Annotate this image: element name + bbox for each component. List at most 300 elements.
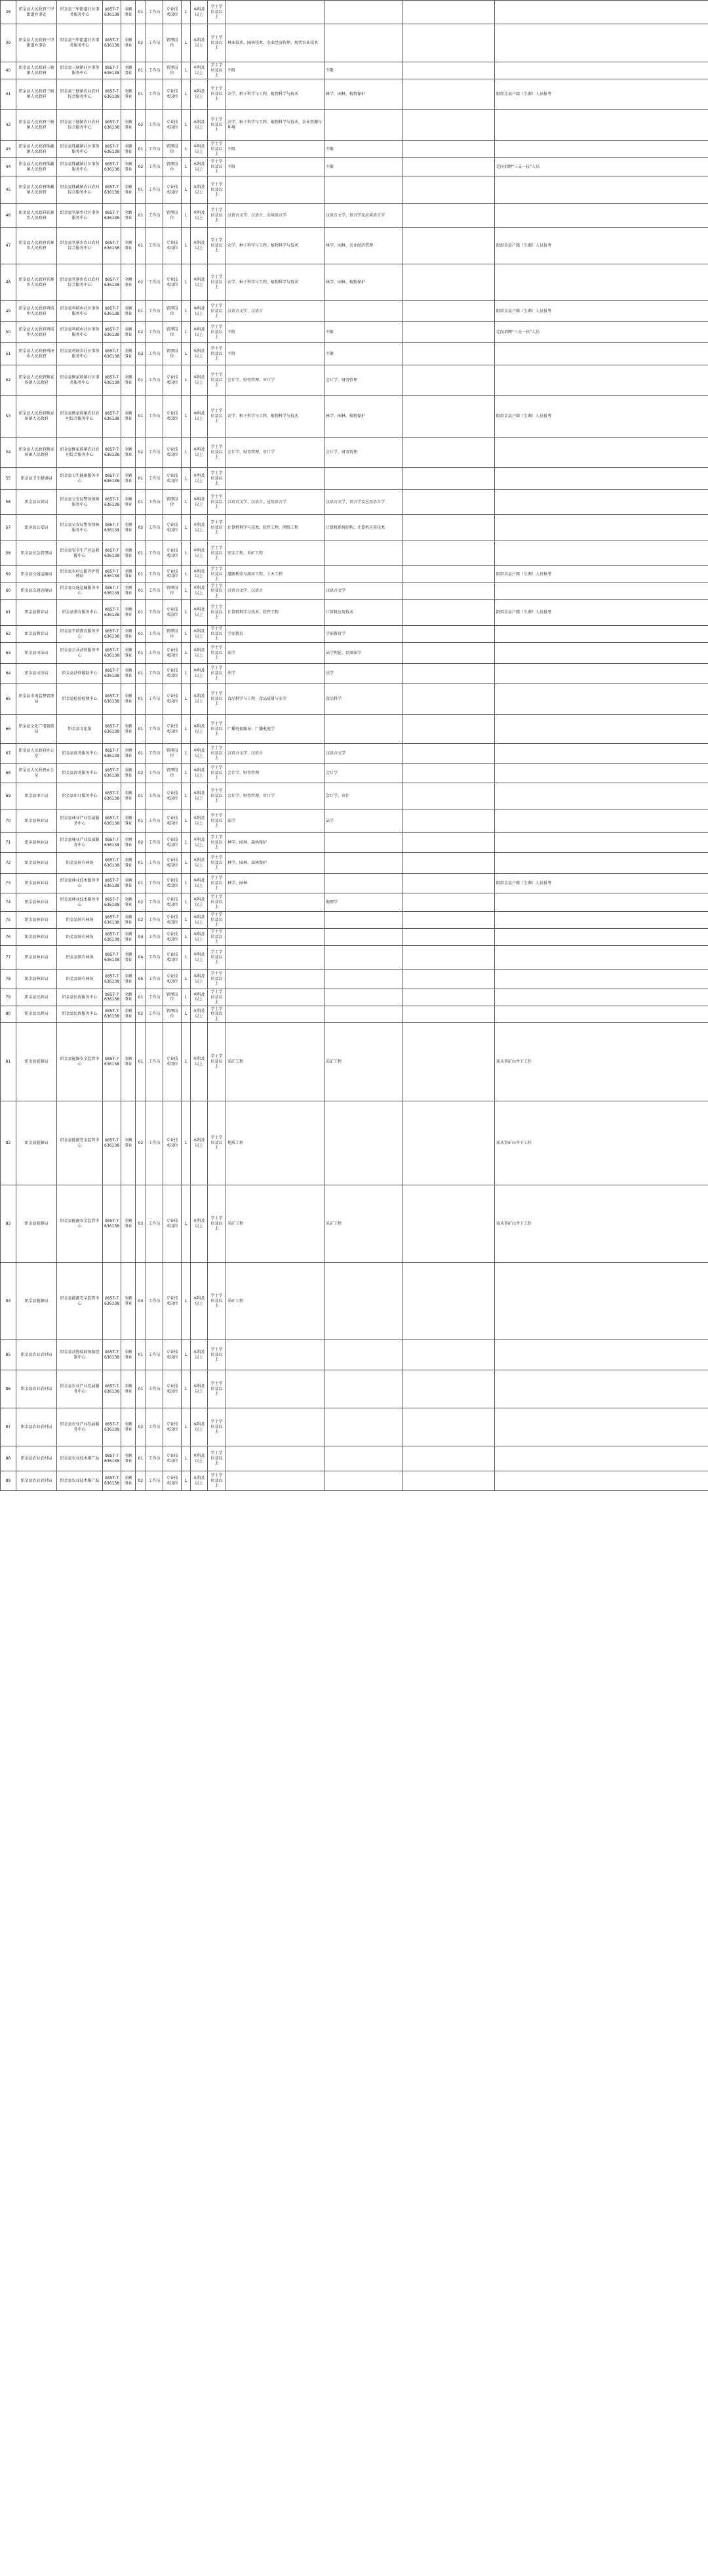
unit-cell: 织金县教育局 bbox=[16, 626, 57, 643]
phone-cell: 0857-7636138 bbox=[103, 1263, 121, 1340]
unit-cell: 织金县农业农村局 bbox=[16, 1340, 57, 1370]
major-undergrad-cell: 会计学、财务管理、审计学 bbox=[226, 438, 324, 468]
seq-cell: 69 bbox=[1, 783, 16, 809]
unit-cell: 织金县人民政府三塘镇人民政府 bbox=[16, 79, 57, 110]
degree-cell: 学士学位及以上 bbox=[208, 322, 226, 343]
major-undergrad-cell bbox=[226, 1006, 324, 1023]
other-requirements-cell bbox=[495, 1, 708, 24]
dept-cell: 织金县学前教育服务中心 bbox=[57, 626, 103, 643]
dept-cell: 织金县农村公路养护管理站 bbox=[57, 566, 103, 583]
level-cell: 管理岗位 bbox=[163, 989, 182, 1006]
degree-cell: 学士学位及以上 bbox=[208, 809, 226, 833]
code-cell: 02 bbox=[136, 1408, 146, 1446]
table-row bbox=[1, 874, 708, 893]
table-row bbox=[1, 79, 708, 110]
major-postgrad-cell: 会计学、财务管理 bbox=[324, 438, 403, 468]
major-undergrad-cell bbox=[226, 946, 324, 970]
level-cell: 管理岗位 bbox=[163, 490, 182, 515]
major-postgrad-cell bbox=[324, 853, 403, 874]
phone-cell: 0857-7636138 bbox=[103, 1, 121, 24]
major-postgrad-cell: 地理学 bbox=[324, 893, 403, 912]
major-other-cell bbox=[403, 912, 495, 929]
phone-cell: 0857-7636138 bbox=[103, 141, 121, 158]
phone-cell: 0857-7636138 bbox=[103, 176, 121, 204]
headcount-cell: 1 bbox=[182, 110, 191, 141]
unit-cell: 织金县公安局 bbox=[16, 515, 57, 541]
position-type-cell: 工作员 bbox=[146, 783, 163, 809]
code-cell: 02 bbox=[136, 764, 146, 783]
headcount-cell: 1 bbox=[182, 744, 191, 764]
major-other-cell bbox=[403, 141, 495, 158]
phone-cell: 0857-7636138 bbox=[103, 600, 121, 626]
major-other-cell bbox=[403, 62, 495, 79]
level-cell: 专业技术岗位 bbox=[163, 1, 182, 24]
other-requirements-cell bbox=[495, 1446, 708, 1471]
code-cell: 01 bbox=[136, 176, 146, 204]
dept-cell: 织金县国有林场 bbox=[57, 946, 103, 970]
level-cell: 专业技术岗位 bbox=[163, 912, 182, 929]
education-cell: 本科及以上 bbox=[191, 322, 208, 343]
category-cell: 全额事业 bbox=[121, 664, 136, 684]
other-requirements-cell bbox=[495, 1263, 708, 1340]
major-other-cell bbox=[403, 583, 495, 600]
dept-cell: 织金县林业技术服务中心 bbox=[57, 893, 103, 912]
unit-cell: 织金县林业局 bbox=[16, 874, 57, 893]
major-postgrad-cell: 不限 bbox=[324, 322, 403, 343]
code-cell: 01 bbox=[136, 1446, 146, 1471]
major-undergrad-cell: 不限 bbox=[226, 322, 324, 343]
degree-cell: 学士学位及以上 bbox=[208, 783, 226, 809]
phone-cell: 0857-7636138 bbox=[103, 204, 121, 228]
code-cell: 01 bbox=[136, 684, 146, 715]
seq-cell: 51 bbox=[1, 343, 16, 365]
seq-cell: 41 bbox=[1, 79, 16, 110]
major-undergrad-cell bbox=[226, 176, 324, 204]
major-postgrad-cell bbox=[324, 1370, 403, 1408]
phone-cell: 0857-7636138 bbox=[103, 110, 121, 141]
major-other-cell bbox=[403, 600, 495, 626]
level-cell: 专业技术岗位 bbox=[163, 365, 182, 396]
level-cell: 专业技术岗位 bbox=[163, 643, 182, 664]
education-cell: 本科及以上 bbox=[191, 715, 208, 744]
degree-cell: 学士学位及以上 bbox=[208, 566, 226, 583]
major-postgrad-cell bbox=[324, 24, 403, 62]
education-cell: 本科及以上 bbox=[191, 833, 208, 853]
category-cell: 全额事业 bbox=[121, 515, 136, 541]
major-other-cell bbox=[403, 1185, 495, 1263]
degree-cell: 学士学位及以上 bbox=[208, 24, 226, 62]
table-body bbox=[1, 1, 708, 1491]
headcount-cell: 1 bbox=[182, 664, 191, 684]
seq-cell: 85 bbox=[1, 1340, 16, 1370]
level-cell: 专业技术岗位 bbox=[163, 929, 182, 946]
level-cell: 专业技术岗位 bbox=[163, 853, 182, 874]
dept-cell: 织金县鸡场乡社区事务服务中心 bbox=[57, 343, 103, 365]
degree-cell: 学士学位及以上 bbox=[208, 1408, 226, 1446]
phone-cell: 0857-7636138 bbox=[103, 490, 121, 515]
seq-cell: 40 bbox=[1, 62, 16, 79]
phone-cell: 0857-7636138 bbox=[103, 989, 121, 1006]
position-type-cell: 工作员 bbox=[146, 1, 163, 24]
level-cell: 专业技术岗位 bbox=[163, 833, 182, 853]
category-cell: 全额事业 bbox=[121, 62, 136, 79]
seq-cell: 65 bbox=[1, 684, 16, 715]
category-cell: 全额事业 bbox=[121, 396, 136, 438]
major-other-cell bbox=[403, 24, 495, 62]
category-cell: 全额事业 bbox=[121, 1185, 136, 1263]
dept-cell: 织金县林业技术服务中心 bbox=[57, 874, 103, 893]
code-cell: 01 bbox=[136, 1370, 146, 1408]
phone-cell: 0857-7636138 bbox=[103, 301, 121, 322]
major-other-cell bbox=[403, 1370, 495, 1408]
education-cell: 本科及以上 bbox=[191, 764, 208, 783]
dept-cell: 织金县农业产业发展服务中心 bbox=[57, 1370, 103, 1408]
category-cell: 全额事业 bbox=[121, 204, 136, 228]
category-cell: 全额事业 bbox=[121, 110, 136, 141]
dept-cell: 织金县林业产业发展服务中心 bbox=[57, 833, 103, 853]
position-type-cell: 工作员 bbox=[146, 684, 163, 715]
position-type-cell: 工作员 bbox=[146, 158, 163, 176]
dept-cell: 织金县农业技术推广站 bbox=[57, 1471, 103, 1491]
unit-cell: 织金县交通运输局 bbox=[16, 566, 57, 583]
major-undergrad-cell: 安全工程、采矿工程 bbox=[226, 541, 324, 566]
seq-cell: 76 bbox=[1, 929, 16, 946]
headcount-cell: 1 bbox=[182, 1, 191, 24]
major-undergrad-cell: 法学 bbox=[226, 643, 324, 664]
other-requirements-cell bbox=[495, 833, 708, 853]
dept-cell: 织金县三甲街道社区事务服务中心 bbox=[57, 24, 103, 62]
headcount-cell: 1 bbox=[182, 853, 191, 874]
category-cell: 全额事业 bbox=[121, 141, 136, 158]
headcount-cell: 1 bbox=[182, 1446, 191, 1471]
education-cell: 本科及以上 bbox=[191, 62, 208, 79]
major-undergrad-cell bbox=[226, 912, 324, 929]
phone-cell: 0857-7636138 bbox=[103, 541, 121, 566]
code-cell: 01 bbox=[136, 853, 146, 874]
dept-cell: 织金县公安局警务保障服务中心 bbox=[57, 515, 103, 541]
major-other-cell bbox=[403, 970, 495, 989]
education-cell: 本科及以上 bbox=[191, 684, 208, 715]
major-undergrad-cell: 林学、园林、森林保护 bbox=[226, 833, 324, 853]
headcount-cell: 1 bbox=[182, 468, 191, 490]
table-row bbox=[1, 833, 708, 853]
education-cell: 本科及以上 bbox=[191, 343, 208, 365]
major-postgrad-cell: 林学、园林、植物保护 bbox=[324, 264, 403, 301]
position-type-cell: 工作员 bbox=[146, 1340, 163, 1370]
phone-cell: 0857-7636138 bbox=[103, 664, 121, 684]
major-postgrad-cell: 汉语言文学、语言学及应用语言学 bbox=[324, 490, 403, 515]
dept-cell: 织金县珠藏镇社区事务服务中心 bbox=[57, 158, 103, 176]
degree-cell: 学士学位及以上 bbox=[208, 764, 226, 783]
other-requirements-cell: 限织金县户籍（生源）人员报考 bbox=[495, 301, 708, 322]
education-cell: 本科及以上 bbox=[191, 783, 208, 809]
category-cell: 全额事业 bbox=[121, 684, 136, 715]
phone-cell: 0857-7636138 bbox=[103, 515, 121, 541]
major-other-cell bbox=[403, 1006, 495, 1023]
education-cell: 本科及以上 bbox=[191, 1185, 208, 1263]
other-requirements-cell: 定向招聘“三支一扶”人员 bbox=[495, 322, 708, 343]
level-cell: 专业技术岗位 bbox=[163, 515, 182, 541]
table-row bbox=[1, 1408, 708, 1446]
other-requirements-cell bbox=[495, 684, 708, 715]
code-cell: 01 bbox=[136, 468, 146, 490]
level-cell: 专业技术岗位 bbox=[163, 1101, 182, 1185]
phone-cell: 0857-7636138 bbox=[103, 946, 121, 970]
phone-cell: 0857-7636138 bbox=[103, 1446, 121, 1471]
table-row bbox=[1, 396, 708, 438]
category-cell: 全额事业 bbox=[121, 176, 136, 204]
dept-cell: 织金县国有林场 bbox=[57, 970, 103, 989]
major-undergrad-cell: 不限 bbox=[226, 62, 324, 79]
seq-cell: 39 bbox=[1, 24, 16, 62]
level-cell: 专业技术岗位 bbox=[163, 396, 182, 438]
seq-cell: 54 bbox=[1, 438, 16, 468]
category-cell: 全额事业 bbox=[121, 1446, 136, 1471]
dept-cell: 织金县审计服务中心 bbox=[57, 783, 103, 809]
seq-cell: 46 bbox=[1, 204, 16, 228]
code-cell: 01 bbox=[136, 204, 146, 228]
education-cell: 本科及以上 bbox=[191, 141, 208, 158]
other-requirements-cell: 需从事矿山井下工作 bbox=[495, 1023, 708, 1101]
education-cell: 本科及以上 bbox=[191, 744, 208, 764]
major-postgrad-cell bbox=[324, 176, 403, 204]
code-cell: 01 bbox=[136, 809, 146, 833]
major-postgrad-cell bbox=[324, 566, 403, 583]
headcount-cell: 1 bbox=[182, 515, 191, 541]
position-type-cell: 工作员 bbox=[146, 110, 163, 141]
level-cell: 管理岗位 bbox=[163, 204, 182, 228]
dept-cell: 织金县鸡场乡社区事务服务中心 bbox=[57, 301, 103, 322]
headcount-cell: 1 bbox=[182, 343, 191, 365]
major-postgrad-cell: 不限 bbox=[324, 343, 403, 365]
seq-cell: 77 bbox=[1, 946, 16, 970]
category-cell: 全额事业 bbox=[121, 541, 136, 566]
unit-cell: 织金县卫生健康局 bbox=[16, 468, 57, 490]
table-row bbox=[1, 176, 708, 204]
major-other-cell bbox=[403, 853, 495, 874]
table-row bbox=[1, 566, 708, 583]
phone-cell: 0857-7636138 bbox=[103, 566, 121, 583]
seq-cell: 63 bbox=[1, 643, 16, 664]
position-type-cell: 工作员 bbox=[146, 1370, 163, 1408]
major-postgrad-cell: 法学 bbox=[324, 664, 403, 684]
major-other-cell bbox=[403, 1408, 495, 1446]
headcount-cell: 1 bbox=[182, 946, 191, 970]
position-type-cell: 工作员 bbox=[146, 600, 163, 626]
dept-cell: 织金县民政服务中心 bbox=[57, 989, 103, 1006]
level-cell: 管理岗位 bbox=[163, 744, 182, 764]
seq-cell: 62 bbox=[1, 626, 16, 643]
category-cell: 全额事业 bbox=[121, 912, 136, 929]
headcount-cell: 1 bbox=[182, 566, 191, 583]
major-postgrad-cell bbox=[324, 989, 403, 1006]
unit-cell: 织金县人民政府官寨乡人民政府 bbox=[16, 228, 57, 264]
table-row bbox=[1, 744, 708, 764]
education-cell: 本科及以上 bbox=[191, 396, 208, 438]
seq-cell: 75 bbox=[1, 912, 16, 929]
other-requirements-cell: 需从事矿山井下工作 bbox=[495, 1101, 708, 1185]
unit-cell: 织金县林业局 bbox=[16, 893, 57, 912]
education-cell: 本科及以上 bbox=[191, 912, 208, 929]
major-undergrad-cell: 法学 bbox=[226, 809, 324, 833]
major-other-cell bbox=[403, 1023, 495, 1101]
phone-cell: 0857-7636138 bbox=[103, 643, 121, 664]
seq-cell: 60 bbox=[1, 583, 16, 600]
position-type-cell: 工作员 bbox=[146, 1185, 163, 1263]
code-cell: 04 bbox=[136, 1263, 146, 1340]
unit-cell: 织金县人民政府熊家场镇人民政府 bbox=[16, 438, 57, 468]
phone-cell: 0857-7636138 bbox=[103, 684, 121, 715]
phone-cell: 0857-7636138 bbox=[103, 1185, 121, 1263]
dept-cell: 织金县法律援助中心 bbox=[57, 664, 103, 684]
position-type-cell: 工作员 bbox=[146, 893, 163, 912]
other-requirements-cell bbox=[495, 783, 708, 809]
category-cell: 全额事业 bbox=[121, 228, 136, 264]
unit-cell: 织金县能源局 bbox=[16, 1101, 57, 1185]
code-cell: 01 bbox=[136, 490, 146, 515]
seq-cell: 87 bbox=[1, 1408, 16, 1446]
dept-cell: 织金县官寨乡农业农村综合服务中心 bbox=[57, 264, 103, 301]
table-row bbox=[1, 970, 708, 989]
major-postgrad-cell bbox=[324, 1, 403, 24]
major-postgrad-cell: 不限 bbox=[324, 141, 403, 158]
table-row bbox=[1, 110, 708, 141]
table-row bbox=[1, 715, 708, 744]
other-requirements-cell bbox=[495, 929, 708, 946]
code-cell: 01 bbox=[136, 228, 146, 264]
category-cell: 全额事业 bbox=[121, 438, 136, 468]
major-undergrad-cell: 不限 bbox=[226, 343, 324, 365]
level-cell: 专业技术岗位 bbox=[163, 684, 182, 715]
degree-cell: 学士学位及以上 bbox=[208, 343, 226, 365]
position-type-cell: 工作员 bbox=[146, 626, 163, 643]
seq-cell: 74 bbox=[1, 893, 16, 912]
category-cell: 全额事业 bbox=[121, 1101, 136, 1185]
headcount-cell: 1 bbox=[182, 1101, 191, 1185]
education-cell: 本科及以上 bbox=[191, 643, 208, 664]
education-cell: 本科及以上 bbox=[191, 989, 208, 1006]
degree-cell: 学士学位及以上 bbox=[208, 874, 226, 893]
other-requirements-cell bbox=[495, 970, 708, 989]
other-requirements-cell bbox=[495, 24, 708, 62]
degree-cell: 学士学位及以上 bbox=[208, 912, 226, 929]
unit-cell: 织金县人民政府三甲街道办事处 bbox=[16, 24, 57, 62]
category-cell: 全额事业 bbox=[121, 468, 136, 490]
major-other-cell bbox=[403, 989, 495, 1006]
major-other-cell bbox=[403, 365, 495, 396]
headcount-cell: 1 bbox=[182, 365, 191, 396]
major-undergrad-cell: 会计学、财务管理 bbox=[226, 764, 324, 783]
major-other-cell bbox=[403, 396, 495, 438]
major-postgrad-cell bbox=[324, 110, 403, 141]
major-undergrad-cell: 林学、园林、森林保护 bbox=[226, 853, 324, 874]
category-cell: 全额事业 bbox=[121, 301, 136, 322]
seq-cell: 49 bbox=[1, 301, 16, 322]
dept-cell: 织金县安全生产应急救援中心 bbox=[57, 541, 103, 566]
unit-cell: 织金县人民政府三甲街道办事处 bbox=[16, 1, 57, 24]
headcount-cell: 1 bbox=[182, 24, 191, 62]
code-cell: 01 bbox=[136, 566, 146, 583]
major-other-cell bbox=[403, 684, 495, 715]
degree-cell: 学士学位及以上 bbox=[208, 468, 226, 490]
phone-cell: 0857-7636138 bbox=[103, 264, 121, 301]
degree-cell: 学士学位及以上 bbox=[208, 110, 226, 141]
major-postgrad-cell bbox=[324, 833, 403, 853]
major-postgrad-cell bbox=[324, 1340, 403, 1370]
dept-cell: 织金县三塘镇农业农村综合服务中心 bbox=[57, 79, 103, 110]
seq-cell: 78 bbox=[1, 970, 16, 989]
unit-cell: 织金县公安局 bbox=[16, 490, 57, 515]
headcount-cell: 1 bbox=[182, 912, 191, 929]
other-requirements-cell bbox=[495, 110, 708, 141]
degree-cell: 学士学位及以上 bbox=[208, 1101, 226, 1185]
education-cell: 本科及以上 bbox=[191, 110, 208, 141]
code-cell: 02 bbox=[136, 1006, 146, 1023]
major-undergrad-cell: 采矿工程 bbox=[226, 1263, 324, 1340]
position-type-cell: 工作员 bbox=[146, 566, 163, 583]
other-requirements-cell bbox=[495, 946, 708, 970]
table-row bbox=[1, 1471, 708, 1491]
unit-cell: 织金县交通运输局 bbox=[16, 583, 57, 600]
table-row bbox=[1, 228, 708, 264]
education-cell: 本科及以上 bbox=[191, 1340, 208, 1370]
major-other-cell bbox=[403, 566, 495, 583]
dept-cell: 织金县农业技术推广站 bbox=[57, 1446, 103, 1471]
education-cell: 本科及以上 bbox=[191, 1101, 208, 1185]
code-cell: 03 bbox=[136, 343, 146, 365]
major-other-cell bbox=[403, 715, 495, 744]
phone-cell: 0857-7636138 bbox=[103, 468, 121, 490]
position-type-cell: 工作员 bbox=[146, 912, 163, 929]
degree-cell: 学士学位及以上 bbox=[208, 893, 226, 912]
code-cell: 02 bbox=[136, 833, 146, 853]
dept-cell: 织金县交通运输服务中心 bbox=[57, 583, 103, 600]
headcount-cell: 1 bbox=[182, 1006, 191, 1023]
seq-cell: 44 bbox=[1, 158, 16, 176]
seq-cell: 45 bbox=[1, 176, 16, 204]
major-postgrad-cell bbox=[324, 541, 403, 566]
seq-cell: 89 bbox=[1, 1471, 16, 1491]
table-row bbox=[1, 541, 708, 566]
seq-cell: 67 bbox=[1, 744, 16, 764]
level-cell: 专业技术岗位 bbox=[163, 946, 182, 970]
level-cell: 专业技术岗位 bbox=[163, 664, 182, 684]
education-cell: 本科及以上 bbox=[191, 158, 208, 176]
level-cell: 专业技术岗位 bbox=[163, 874, 182, 893]
level-cell: 专业技术岗位 bbox=[163, 176, 182, 204]
position-type-cell: 工作员 bbox=[146, 24, 163, 62]
phone-cell: 0857-7636138 bbox=[103, 343, 121, 365]
table-row bbox=[1, 946, 708, 970]
code-cell: 03 bbox=[136, 1185, 146, 1263]
major-undergrad-cell: 采矿工程 bbox=[226, 1185, 324, 1263]
table-row bbox=[1, 764, 708, 783]
unit-cell: 织金县司法局 bbox=[16, 664, 57, 684]
phone-cell: 0857-7636138 bbox=[103, 1340, 121, 1370]
education-cell: 本科及以上 bbox=[191, 874, 208, 893]
phone-cell: 0857-7636138 bbox=[103, 893, 121, 912]
phone-cell: 0857-7636138 bbox=[103, 1471, 121, 1491]
degree-cell: 学士学位及以上 bbox=[208, 365, 226, 396]
major-undergrad-cell: 道路桥梁与渡河工程、土木工程 bbox=[226, 566, 324, 583]
headcount-cell: 1 bbox=[182, 541, 191, 566]
education-cell: 本科及以上 bbox=[191, 1023, 208, 1101]
code-cell: 02 bbox=[136, 264, 146, 301]
position-type-cell: 工作员 bbox=[146, 1263, 163, 1340]
major-postgrad-cell: 林学、园林、植物保护 bbox=[324, 79, 403, 110]
seq-cell: 47 bbox=[1, 228, 16, 264]
major-undergrad-cell bbox=[226, 893, 324, 912]
